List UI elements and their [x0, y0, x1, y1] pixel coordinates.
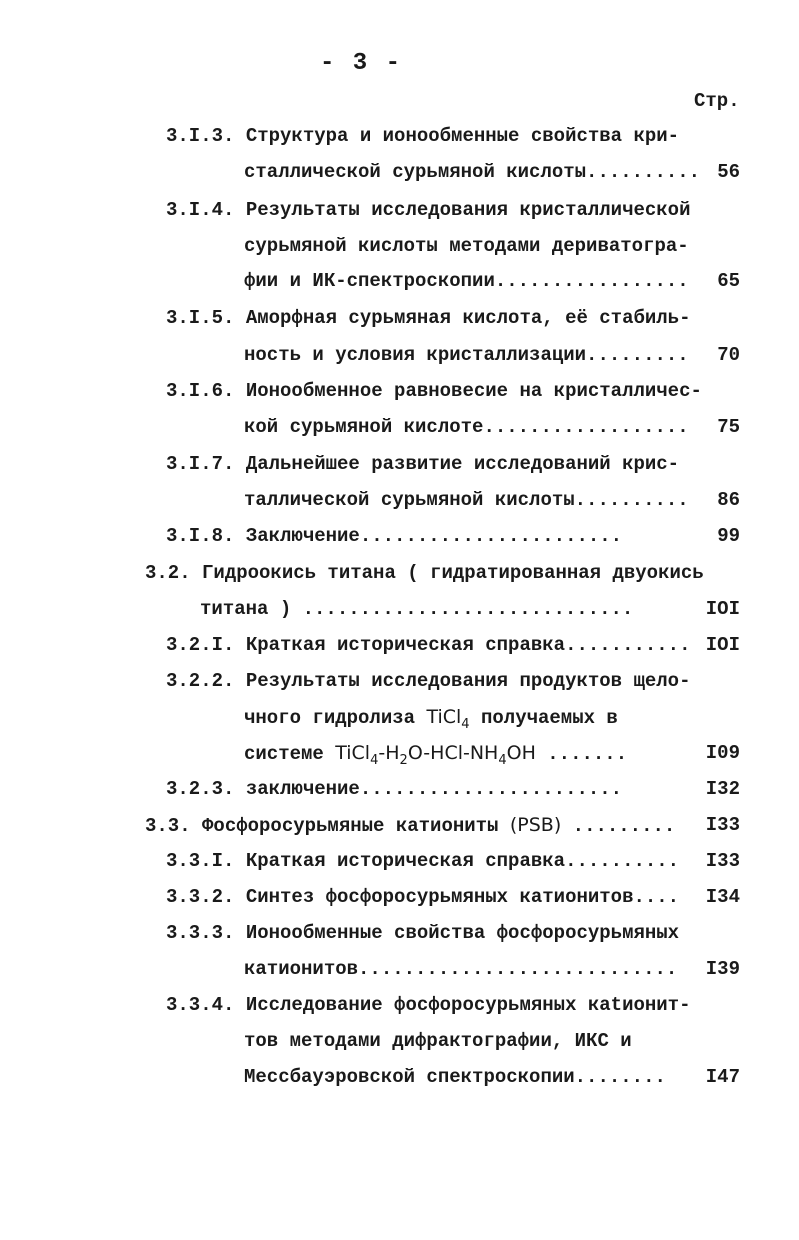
toc-entry-316-line2: кой сурьмяной кислоте..................	[244, 416, 689, 438]
toc-page-32: IOI	[705, 598, 740, 620]
toc-entry-332: 3.3.2. Синтез фосфоросурьмяных катионитов....	[166, 886, 680, 908]
toc-entry-322-line3	[244, 735, 627, 771]
toc-entry-318: 3.I.8. Заключение.......................	[166, 525, 623, 547]
toc-page-316: 75	[717, 416, 740, 438]
toc-entry-33-title: 3.3. Фосфоросурьмяные катиониты	[145, 815, 499, 837]
toc-entry-32-line1: 3.2. Гидроокись титана ( гидратированная двуокись	[145, 562, 704, 584]
toc-entry-322-line2	[244, 699, 618, 735]
toc-entry-314-line2: сурьмяной кислоты методами дериватогра-	[244, 235, 689, 257]
toc-page-334: I47	[705, 1066, 740, 1088]
toc-page-323: I32	[705, 778, 740, 800]
toc-page-315: 70	[717, 344, 740, 366]
toc-entry-333-line1: 3.3.3. Ионообменные свойства фосфоросурьмяных	[166, 922, 680, 944]
toc-entry-313-line2: сталлической сурьмяной кислоты..........	[244, 161, 701, 183]
toc-entry-322-line2a: чного гидролиза	[244, 707, 416, 729]
toc-entry-314-line1: 3.I.4. Результаты исследования кристаллической	[166, 199, 691, 221]
toc-entry-321: 3.2.I. Краткая историческая справка...........	[166, 634, 691, 656]
toc-entry-33	[145, 807, 675, 843]
toc-entry-316-line1: 3.I.6. Ионообменное равновесие на кристалличес-	[166, 380, 702, 402]
ticl4-formula: TiCl$_4$	[426, 706, 470, 732]
system-formula-leader: .......	[547, 743, 628, 765]
toc-page-322: I09	[705, 742, 740, 764]
toc-page-331: I33	[705, 850, 740, 872]
toc-page-314: 65	[717, 270, 740, 292]
toc-entry-314-line3: фии и ИК-спектроскопии.................	[244, 270, 689, 292]
toc-entry-32-line2: титана ) .............................	[200, 598, 634, 620]
toc-entry-334-line1: 3.3.4. Исследование фосфоросурьмяных каtионит-	[166, 994, 691, 1016]
toc-entry-334-line3: Мессбауэровской спектроскопии........	[244, 1066, 666, 1088]
toc-entry-315-line1: 3.I.5. Аморфная сурьмяная кислота, её стабиль-	[166, 307, 691, 329]
toc-page-33: I33	[705, 814, 740, 836]
toc-entry-333-line2: катионитов............................	[244, 958, 678, 980]
toc-entry-323: 3.2.3. заключение.......................	[166, 778, 623, 800]
page-number: - 3 -	[320, 50, 403, 77]
toc-page-313: 56	[717, 161, 740, 183]
toc-entry-317-line1: 3.I.7. Дальнейшее развитие исследований крис-	[166, 453, 680, 475]
toc-entry-331: 3.3.I. Краткая историческая справка..........	[166, 850, 680, 872]
toc-page-317: 86	[717, 489, 740, 511]
toc-entry-334-line2: тов методами дифрактографии, ИКС и	[244, 1030, 632, 1052]
toc-page-332: I34	[705, 886, 740, 908]
toc-entry-317-line2: таллической сурьмяной кислоты..........	[244, 489, 689, 511]
toc-page-321: IOI	[705, 634, 740, 656]
toc-entry-315-line2: ность и условия кристаллизации.........	[244, 344, 689, 366]
toc-entry-322-line2b: получаемых в	[480, 707, 618, 729]
page-column-header: Стр.	[694, 90, 740, 112]
toc-entry-322-line1: 3.2.2. Результаты исследования продуктов щело-	[166, 670, 691, 692]
toc-page-318: 99	[717, 525, 740, 547]
system-formula: $TiCl_4-H_2O-HCl-NH_4OH$	[335, 742, 536, 768]
psb-acronym: (PSB)	[509, 814, 562, 836]
toc-entry-322-line3a: системе	[244, 743, 324, 765]
toc-entry-33-leader: .........	[572, 815, 676, 837]
toc-entry-313-line1: 3.I.3. Структура и ионообменные свойства кри-	[166, 125, 680, 147]
toc-page-333: I39	[705, 958, 740, 980]
